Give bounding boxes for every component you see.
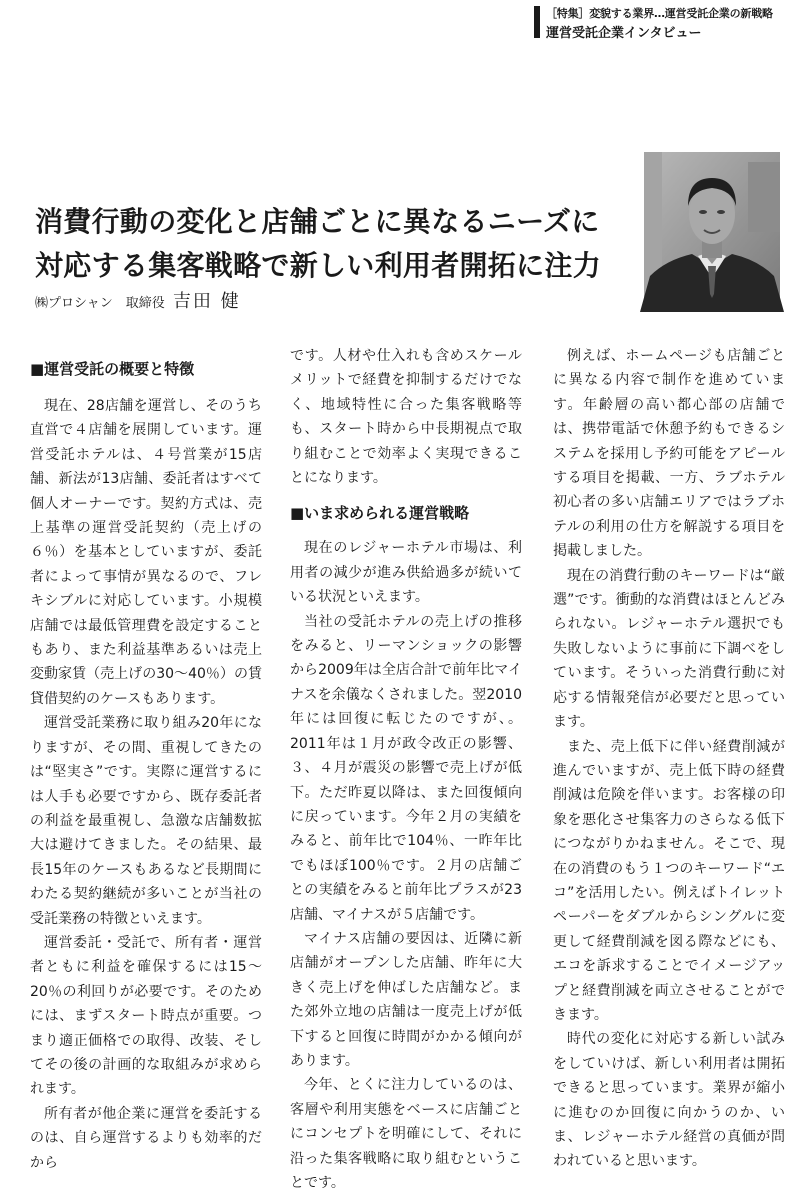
portrait-illustration — [644, 152, 780, 312]
byline-name: 吉田 健 — [172, 291, 241, 312]
paragraph: 現在、28店舗を運営し、そのうち直営で４店舗を展開しています。運営受託ホテルは、４号営業が15店舗、新法が13店舗、委託者はすべて個人オーナーです。契約方式は、売上基準の運営受託契約（売上げの６％）を基本としていますが、委託者によって事情が異なるので、フレキシブルに対応しています。小規模店舗では最低管理費を設定することもあり、また利益基準あるいは売上変動家賃（売上げの30～40％）の賃貸借契約のケースもあります。 — [30, 398, 262, 707]
paragraph: マイナス店舗の要因は、近隣に新店舗がオープンした店舗、昨年に大きく売上げを伸ばした店舗など。また郊外立地の店舗は一度売上げが低下すると回復に時間がかかる傾向があります。 — [290, 930, 522, 1069]
paragraph: 運営委託・受託で、所有者・運営者ともに利益を確保するには15～20％の利回りが必要です。そのためには、まずスタート時点が重要。つまり適正価格での取得、改装、そしてその後の計画的な取組みが求められます。 — [30, 934, 262, 1098]
paragraph-continued: です。人材や仕入れも含めスケールメリットで経費を抑制するだけでなく、地域特性に合った集客戦略等も、スタート時から中長期視点で取り組むことで効率よく実現できることになります。 — [290, 348, 522, 487]
byline-company-role: ㈱プロシャン 取締役 — [35, 296, 165, 311]
section-heading-strategy: ■いま求められる運営戦略 — [290, 504, 470, 523]
headline-line-1: 消費行動の変化と店舗ごとに異なるニーズに — [35, 205, 600, 238]
paragraph: 現在の消費行動のキーワードは“厳選”です。衝動的な消費はほとんどみられない。レジャーホテル選択でも失敗しないように事前に下調べをしています。そういった消費行動に対応する情報発信が必要だと思っています。 — [553, 567, 785, 731]
body-column-1 — [30, 344, 262, 1175]
paragraph: 運営受託業務に取り組み20年になりますが、その間、重視してきたのは“堅実さ”です。実際に運営するには人手も必要ですから、既存委託者の利益を最重視し、急激な店舗数拡大は避けてきました。その結果、最長15年のケースもあるなど長期間にわたる契約継続が多いことが当社の受託業務の特徴といえます。 — [30, 715, 262, 927]
paragraph: 当社の受託ホテルの売上げの推移をみると、リーマンショックの影響から2009年は全店合計で前年比マイナスを余儀なくされました。翌2010年には回復に転じたのですが、。2011年は１月が政令改正の影響、３、４月が震災の影響で売上げが低下。ただ昨夏以降は、また回復傾向に戻っています。今年２月の実績をみると、前年比で104％、一昨年比でもほぼ100％です。２月の店舗ごとの実績をみると前年比プラスが23店舗、マイナスが５店舗です。 — [290, 613, 522, 923]
portrait-photo — [644, 152, 780, 312]
body-column-2 — [290, 344, 522, 1195]
paragraph: 今年、とくに注力しているのは、客層や利用実態をベースに店舗ごとにコンセプトを明確にして、それに沿った集客戦略に取り組むということです。 — [290, 1077, 522, 1191]
body-column-3 — [553, 344, 785, 1174]
header-accent-bar — [534, 6, 540, 38]
paragraph: 時代の変化に対応する新しい試みをしていけば、新しい利用者は開拓できると思っています。業界が縮小に進むのか回復に向かうのか、いま、レジャーホテル経営の真価が問われていると思います。 — [553, 1031, 785, 1170]
headline-line-2: 対応する集客戦略で新しい利用者開拓に注力 — [35, 249, 602, 282]
feature-label: ［特集］変貌する業界…運営受託企業の新戦略 — [546, 7, 773, 20]
byline — [35, 287, 241, 313]
paragraph: 所有者が他企業に運営を委託するのは、自ら運営するよりも効率的だから — [30, 1105, 262, 1171]
paragraph: 現在のレジャーホテル市場は、利用者の減少が進み供給過多が続いている状況といえます。 — [290, 540, 522, 606]
paragraph: また、売上低下に伴い経費削減が進んでいますが、売上低下時の経費削減は危険を伴います。お客様の印象を悪化させ集客力のさらなる低下につながりかねません。そこで、現在の消費のもう１つのキーワード“エコ”を活用したい。例えばトイレットペーパーをダブルからシングルに変更して経費削減を図る際などにも、エコを訴求することでイメージアップと経費削減を両立させることができます。 — [553, 738, 785, 1023]
section-label: 運営受託企業インタビュー — [546, 26, 702, 41]
section-heading-overview: ■運営受託の概要と特徴 — [30, 360, 195, 378]
paragraph: 例えば、ホームページも店舗ごとに異なる内容で制作を進めています。年齢層の高い都心部の店舗では、携帯電話で休憩予約もできるシステムを採用し予約可能をアピールする項目を掲載、一方、ラブホテル初心者の多い店舗エリアではラブホテルの利用の仕方を解説する項目を掲載しました。 — [553, 348, 785, 560]
headline — [35, 200, 601, 288]
